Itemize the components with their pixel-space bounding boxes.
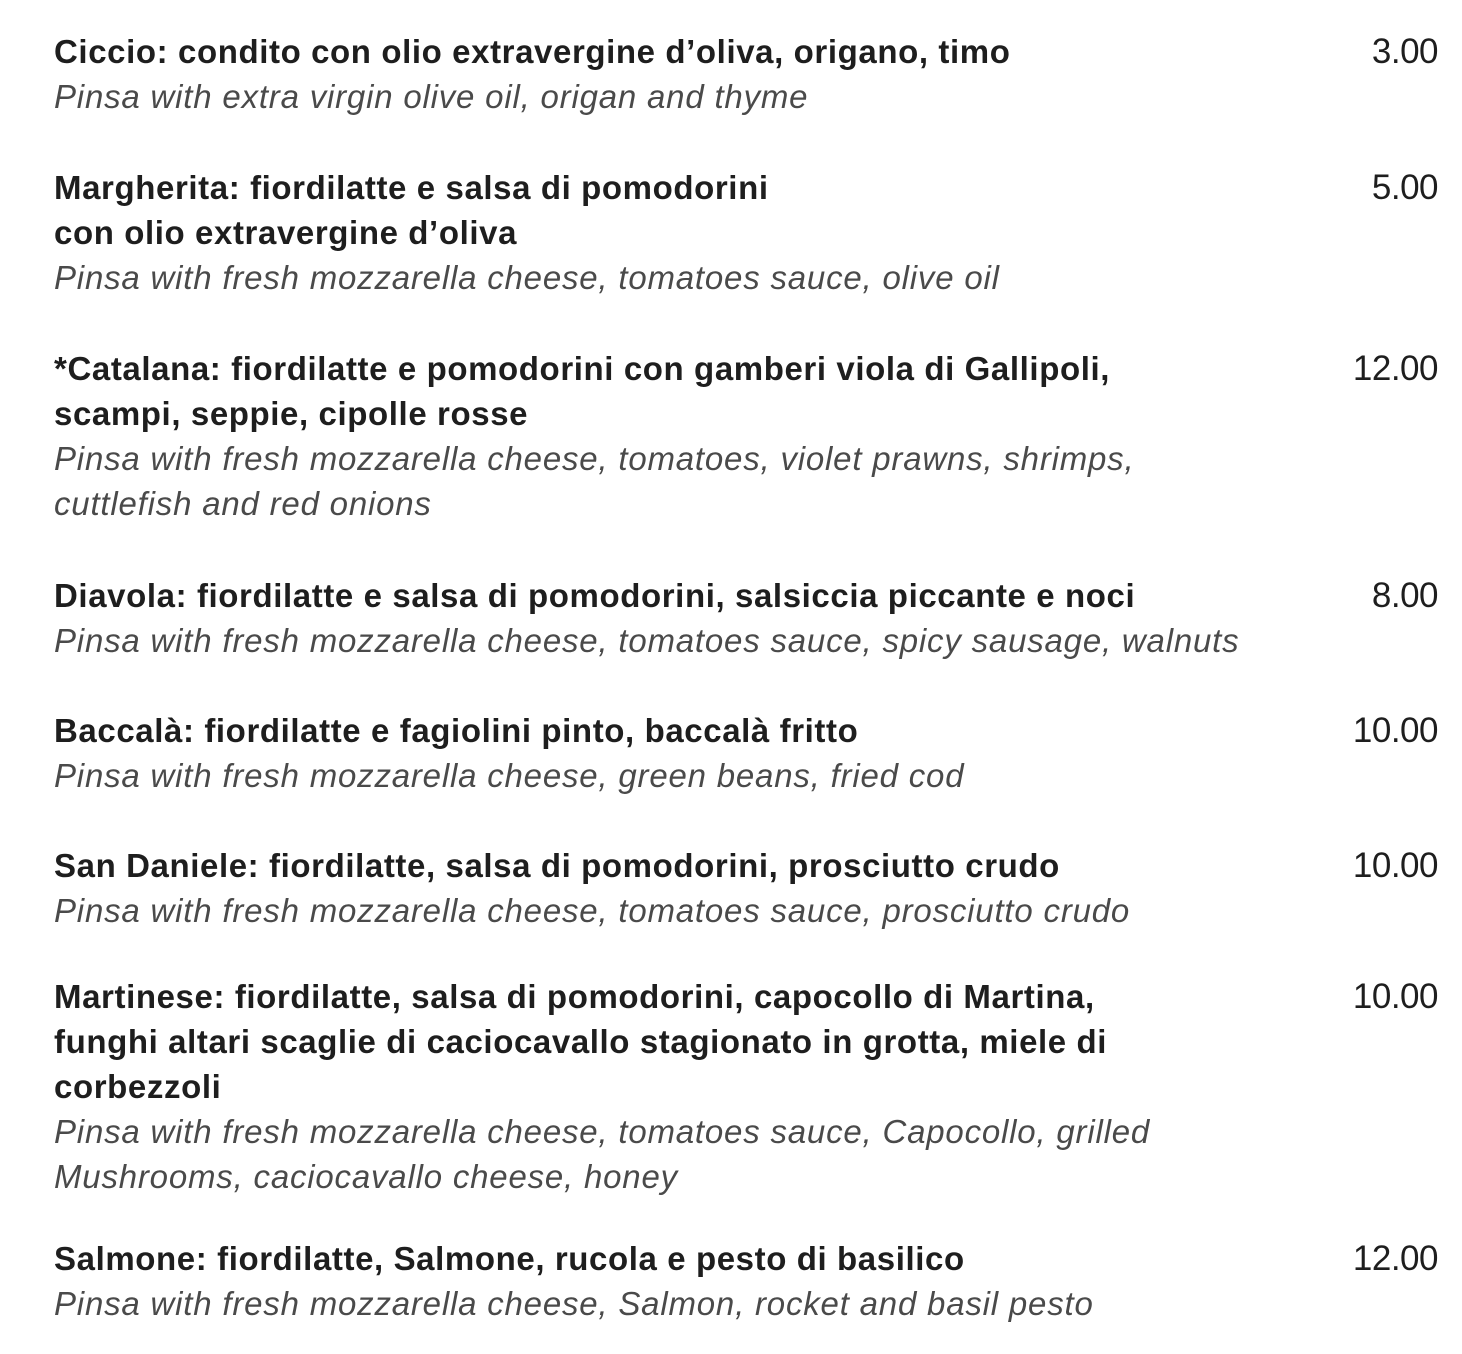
- menu-item-price: 10.00: [1352, 846, 1438, 885]
- menu-item-title: Ciccio: condito con olio extravergine d’oliva, origano, timo: [54, 33, 1011, 70]
- menu-item-header: [54, 1236, 1438, 1281]
- menu-item-header: [54, 974, 1438, 1109]
- menu-item-salmone: [54, 1236, 1438, 1326]
- menu-item-title: Baccalà: fiordilatte e fagiolini pinto, baccalà fritto: [54, 712, 859, 749]
- menu-item-diavola: [54, 573, 1438, 663]
- menu-item-description: Pinsa with fresh mozzarella cheese, Salmon, rocket and basil pesto: [54, 1285, 1094, 1322]
- menu-item-description: Pinsa with fresh mozzarella cheese, tomatoes sauce, spicy sausage, walnuts: [54, 622, 1240, 659]
- menu-item-title: San Daniele: fiordilatte, salsa di pomodorini, prosciutto crudo: [54, 847, 1060, 884]
- menu-item-description: Pinsa with extra virgin olive oil, origan and thyme: [54, 78, 809, 115]
- menu-item-description: Pinsa with fresh mozzarella cheese, tomatoes, violet prawns, shrimps, cuttlefish and red onions: [54, 440, 1135, 522]
- menu-item-price: 12.00: [1352, 349, 1438, 388]
- menu-item-description: Pinsa with fresh mozzarella cheese, green beans, fried cod: [54, 757, 965, 794]
- menu-item-price: 10.00: [1352, 977, 1438, 1016]
- menu-item-price: 5.00: [1371, 168, 1438, 207]
- menu-item-title: Diavola: fiordilatte e salsa di pomodorini, salsiccia piccante e noci: [54, 577, 1136, 614]
- menu-item-title: Martinese: fiordilatte, salsa di pomodorini, capocollo di Martina, funghi altari scaglie di caciocavallo stagionato in grotta, miele di corbezzoli: [54, 978, 1108, 1105]
- menu-item-catalana: [54, 346, 1438, 526]
- menu-item-baccala: [54, 708, 1438, 798]
- menu-item-price: 10.00: [1352, 711, 1438, 750]
- menu-item-margherita: [54, 165, 1438, 300]
- menu-item-description: Pinsa with fresh mozzarella cheese, tomatoes sauce, olive oil: [54, 259, 1000, 296]
- menu-item-header: [54, 708, 1438, 753]
- menu-item-title: *Catalana: fiordilatte e pomodorini con gamberi viola di Gallipoli, scampi, seppie, cipolle rosse: [54, 350, 1111, 432]
- menu-item-ciccio: [54, 29, 1438, 119]
- menu-item-price: 12.00: [1352, 1239, 1438, 1278]
- menu-item-san-daniele: [54, 843, 1438, 933]
- menu-item-header: [54, 165, 1438, 255]
- menu-item-description: Pinsa with fresh mozzarella cheese, tomatoes sauce, prosciutto crudo: [54, 892, 1131, 929]
- menu-item-price: 8.00: [1371, 576, 1438, 615]
- menu-item-header: [54, 346, 1438, 436]
- menu-item-martinese: [54, 974, 1438, 1199]
- menu-item-title: Margherita: fiordilatte e salsa di pomodorini con olio extravergine d’oliva: [54, 169, 769, 251]
- menu-item-header: [54, 29, 1438, 74]
- menu-item-header: [54, 573, 1438, 618]
- menu-item-title: Salmone: fiordilatte, Salmone, rucola e pesto di basilico: [54, 1240, 965, 1277]
- menu-item-header: [54, 843, 1438, 888]
- menu-item-price: 3.00: [1371, 32, 1438, 71]
- menu-item-description: Pinsa with fresh mozzarella cheese, tomatoes sauce, Capocollo, grilled Mushrooms, caciocavallo cheese, honey: [54, 1113, 1151, 1195]
